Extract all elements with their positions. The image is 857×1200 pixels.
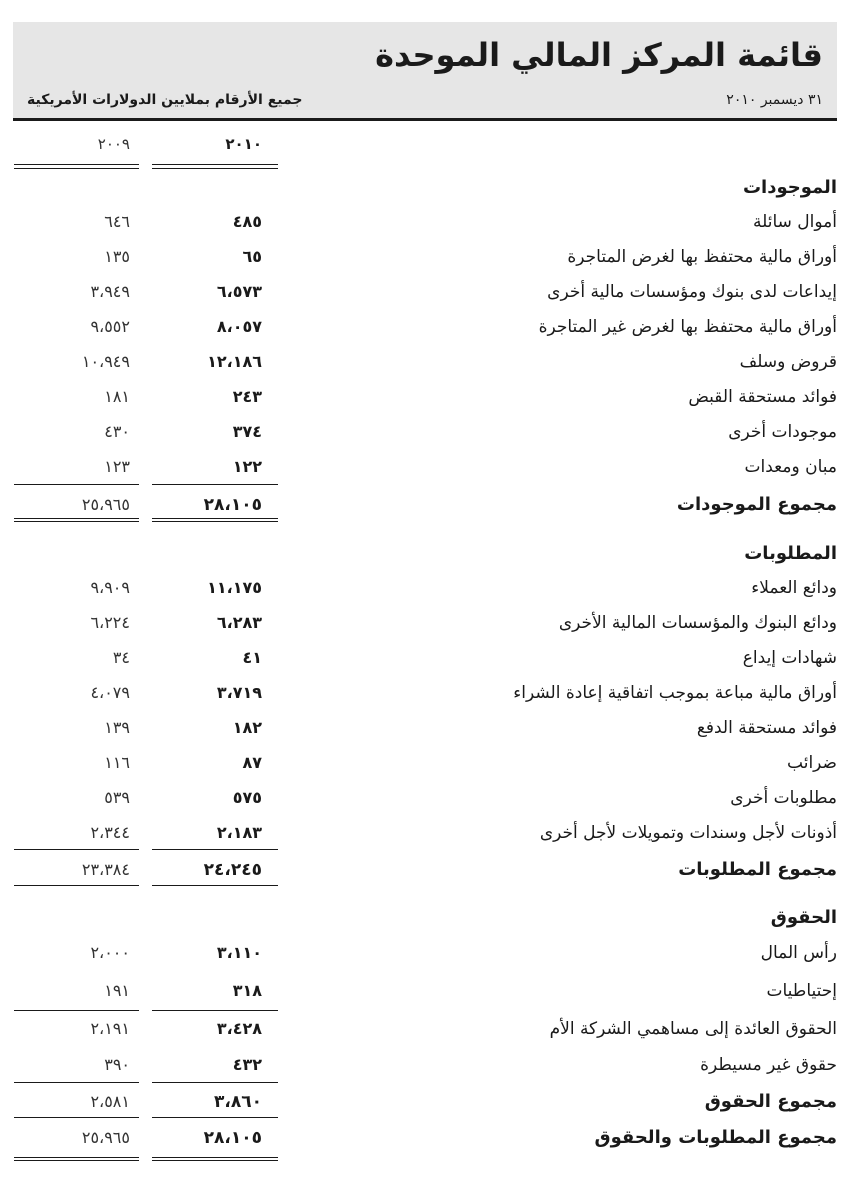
grand-total-row (0, 1122, 857, 1154)
total-rule (14, 885, 139, 886)
line-item (0, 607, 857, 639)
line-item-label: فوائد مستحقة القبض (688, 387, 837, 407)
total-label: مجموع الموجودات (676, 494, 837, 515)
subtotal-rule (14, 1010, 139, 1011)
line-item-current: ٦،٢٨٣ (216, 613, 262, 632)
column-header-row (0, 128, 857, 160)
subtotal-rule (14, 484, 139, 485)
line-item-label: إحتياطيات (766, 981, 837, 1001)
line-item-prior: ٤،٠٧٩ (90, 683, 130, 702)
subtotal-rule (152, 1082, 278, 1083)
line-item-prior: ١٨١ (104, 387, 130, 406)
column-header-rule (152, 168, 278, 169)
line-item-label: شهادات إيداع (742, 648, 837, 668)
line-item-label: أذونات لأجل وسندات وتمويلات لأجل أخرى (539, 823, 837, 843)
line-item-prior: ٤٣٠ (104, 422, 130, 441)
line-item-label: ودائع البنوك والمؤسسات المالية الأخرى (558, 613, 837, 633)
line-item-prior: ١٣٥ (104, 247, 130, 266)
line-item (0, 747, 857, 779)
line-item-label: أوراق مالية محتفظ بها لغرض غير المتاجرة (538, 317, 837, 337)
line-item-label: إيداعات لدى بنوك ومؤسسات مالية أخرى (547, 282, 837, 302)
section-heading: المطلوبات (744, 543, 837, 564)
section-heading-equity (0, 902, 857, 934)
line-item-label: مطلوبات أخرى (730, 788, 837, 808)
line-item-current: ٢٤٣ (232, 387, 262, 406)
total-current: ٣،٨٦٠ (214, 1092, 262, 1112)
line-item-current: ١٢٢ (232, 457, 262, 476)
line-item (0, 677, 857, 709)
line-item-current: ٨،٠٥٧ (216, 317, 262, 336)
line-item-current: ٣١٨ (232, 981, 262, 1000)
total-prior: ٢،٥٨١ (90, 1092, 130, 1111)
line-item-current: ٦،٥٧٣ (216, 282, 262, 301)
total-prior: ٢٥،٩٦٥ (81, 495, 130, 514)
line-item (0, 346, 857, 378)
line-item-label: ضرائب (787, 753, 837, 773)
line-item-label: فوائد مستحقة الدفع (696, 718, 837, 738)
column-header-prior: ٢٠٠٩ (97, 135, 130, 153)
line-item-current: ١٨٢ (232, 718, 262, 737)
section-heading: الحقوق (770, 907, 837, 928)
line-item-current: ٨٧ (242, 753, 262, 772)
line-item (0, 276, 857, 308)
total-rule (152, 1117, 278, 1118)
grand-total-label: مجموع المطلوبات والحقوق (594, 1127, 837, 1148)
line-item-prior: ١١٦ (104, 753, 130, 772)
line-item (0, 1013, 857, 1045)
line-item (0, 451, 857, 483)
statement-header (13, 22, 837, 121)
line-item-current: ٣،٤٢٨ (216, 1019, 262, 1038)
subtotal-rule (152, 1010, 278, 1011)
line-item-prior: ٣٩٠ (104, 1055, 130, 1074)
subtotal-rule (14, 1082, 139, 1083)
section-heading-liabilities (0, 538, 857, 570)
line-item (0, 206, 857, 238)
line-item-current: ٣،٧١٩ (216, 683, 262, 702)
line-item-prior: ٢،٣٤٤ (90, 823, 130, 842)
total-double-rule (152, 518, 278, 522)
line-item (0, 817, 857, 849)
line-item-prior: ٥٣٩ (104, 788, 130, 807)
line-item-label: الحقوق العائدة إلى مساهمي الشركة الأم (549, 1019, 837, 1039)
line-item-label: أوراق مالية مباعة بموجب اتفاقية إعادة الشراء (513, 683, 837, 703)
line-item-label: أموال سائلة (753, 212, 837, 232)
line-item-prior: ٩،٥٥٢ (90, 317, 130, 336)
line-item-label: قروض وسلف (739, 352, 837, 372)
line-item-prior: ٢،١٩١ (90, 1019, 130, 1038)
total-current: ٢٤،٢٤٥ (203, 860, 262, 880)
line-item-prior: ١٩١ (104, 981, 130, 1000)
line-item-prior: ١٣٩ (104, 718, 130, 737)
line-item-prior: ١٢٣ (104, 457, 130, 476)
column-header-rule (14, 168, 139, 169)
line-item-prior: ٦٤٦ (104, 212, 130, 231)
total-rule (14, 1117, 139, 1118)
line-item (0, 241, 857, 273)
column-header-current: ٢٠١٠ (225, 135, 262, 153)
total-row-liabilities (0, 854, 857, 886)
line-item (0, 572, 857, 604)
line-item-label: موجودات أخرى (728, 422, 837, 442)
line-item (0, 642, 857, 674)
line-item-label: أوراق مالية محتفظ بها لغرض المتاجرة (567, 247, 837, 267)
line-item (0, 782, 857, 814)
subtotal-rule (14, 849, 139, 850)
line-item-prior: ٢،٠٠٠ (90, 943, 130, 962)
line-item-current: ٤٨٥ (232, 212, 262, 231)
total-row-assets (0, 489, 857, 521)
line-item-label: ودائع العملاء (751, 578, 837, 598)
line-item-current: ١١،١٧٥ (207, 578, 262, 597)
line-item (0, 1049, 857, 1081)
grand-total-double-rule (152, 1157, 278, 1161)
grand-total-double-rule (14, 1157, 139, 1161)
line-item-current: ٣٧٤ (232, 422, 262, 441)
column-header-rule (152, 164, 278, 165)
total-label: مجموع المطلوبات (678, 859, 837, 880)
line-item-prior: ١٠،٩٤٩ (81, 352, 130, 371)
grand-total-current: ٢٨،١٠٥ (203, 1128, 262, 1148)
line-item-label: مبان ومعدات (744, 457, 837, 477)
section-heading-assets (0, 172, 857, 204)
line-item (0, 381, 857, 413)
line-item-label: حقوق غير مسيطرة (700, 1055, 837, 1075)
statement-date: ٣١ ديسمبر ٢٠١٠ (726, 92, 823, 108)
units-note: جميع الأرقام بملايين الدولارات الأمريكية (27, 92, 303, 108)
line-item-prior: ٣،٩٤٩ (90, 282, 130, 301)
total-row-equity (0, 1086, 857, 1118)
line-item-current: ٢،١٨٣ (216, 823, 262, 842)
total-rule (152, 885, 278, 886)
line-item (0, 416, 857, 448)
total-current: ٢٨،١٠٥ (203, 495, 262, 515)
column-header-rule (14, 164, 139, 165)
line-item-current: ٤١ (242, 648, 262, 667)
line-item-current: ١٢،١٨٦ (207, 352, 262, 371)
line-item (0, 712, 857, 744)
line-item-current: ٤٣٢ (232, 1055, 262, 1074)
line-item (0, 937, 857, 969)
line-item (0, 975, 857, 1007)
line-item-current: ٦٥ (242, 247, 262, 266)
section-heading: الموجودات (742, 177, 837, 198)
line-item-current: ٥٧٥ (232, 788, 262, 807)
line-item (0, 311, 857, 343)
subtotal-rule (152, 849, 278, 850)
page-title: قائمة المركز المالي الموحدة (375, 36, 823, 74)
total-double-rule (14, 518, 139, 522)
subtotal-rule (152, 484, 278, 485)
line-item-prior: ٣٤ (112, 648, 130, 667)
line-item-label: رأس المال (760, 943, 837, 963)
line-item-prior: ٩،٩٠٩ (90, 578, 130, 597)
grand-total-prior: ٢٥،٩٦٥ (81, 1128, 130, 1147)
total-prior: ٢٣،٣٨٤ (81, 860, 130, 879)
total-label: مجموع الحقوق (704, 1091, 837, 1112)
line-item-prior: ٦،٢٢٤ (90, 613, 130, 632)
line-item-current: ٣،١١٠ (216, 943, 262, 962)
